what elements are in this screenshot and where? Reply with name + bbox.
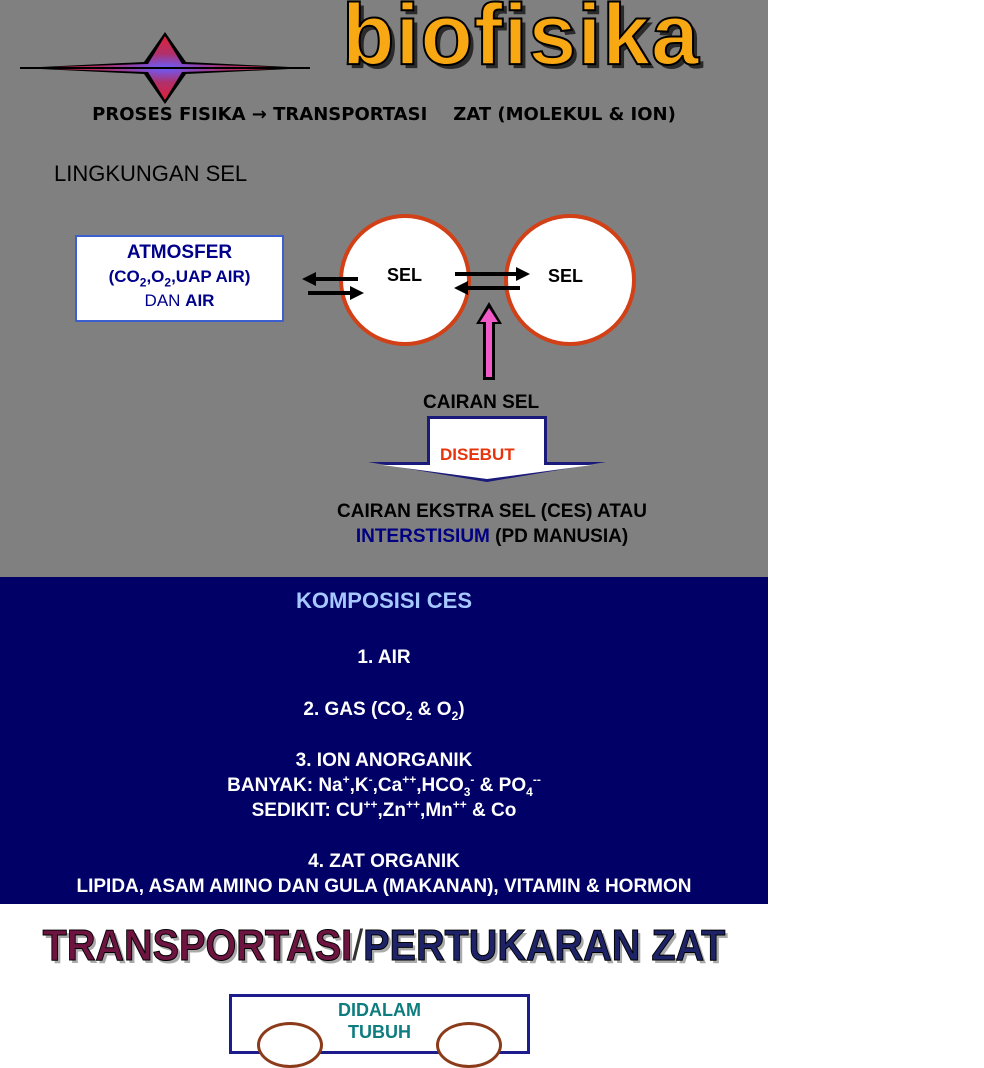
conclusion-line2: INTERSTISIUM (PD MANUSIA) xyxy=(355,526,629,547)
subtitle-part2: ZAT (MOLEKUL & ION) xyxy=(453,104,676,125)
atmosphere-exchange-arrows xyxy=(302,272,364,300)
body-box-line2: TUBUH xyxy=(348,1022,411,1042)
subtitle-part1: PROSES FISIKA → TRANSPORTASI xyxy=(92,104,428,125)
transport-title-part1: TRANSPORTASI xyxy=(42,921,353,970)
composition-heading: KOMPOSISI CES xyxy=(295,588,473,613)
conclusion-line1: CAIRAN EKSTRA SEL (CES) ATAU xyxy=(337,501,647,522)
upward-pink-arrow xyxy=(476,302,502,380)
arrow-label: DISEBUT xyxy=(440,445,515,464)
item-ion-sedikit: SEDIKIT: CU++,Zn++,Mn++ & Co xyxy=(251,797,517,821)
exchange-arrows xyxy=(0,0,768,577)
main-title: biofisika xyxy=(342,0,700,83)
item-gas: 2. GAS ($CO_2$ & $O_2$) xyxy=(303,699,465,723)
slide-komposisi-ces xyxy=(0,577,768,904)
body-box-line1: DIDALAM xyxy=(338,1000,421,1020)
item-zat-organik-detail: LIPIDA, ASAM AMINO DAN GULA (MAKANAN), VITAMIN & HORMON xyxy=(76,876,692,897)
cell-left-label: SEL xyxy=(387,265,423,285)
cell-exchange-arrows xyxy=(454,267,530,295)
item-ion-banyak: BANYAK: $Na^+,K^-,Ca^{++},HCO_3^-$ & $PO_4^{--}$ xyxy=(227,772,541,799)
section-label: LINGKUNGAN SEL xyxy=(54,161,248,186)
item-ion-anorganik: 3. ION ANORGANIK xyxy=(295,750,473,771)
fluid-label: CAIRAN SEL xyxy=(423,392,540,413)
transport-title xyxy=(38,921,729,970)
item-air: 1. AIR xyxy=(357,647,411,668)
title-separator: / xyxy=(352,921,364,970)
atmosphere-title: ATMOSFER xyxy=(126,242,233,263)
cell-peek-left xyxy=(257,1022,323,1068)
transport-title-part2: PERTUKARAN ZAT xyxy=(363,921,726,970)
atmosphere-gases: ($CO_2,O_2,UAP$ AIR) xyxy=(108,267,251,290)
item-zat-organik: 4. ZAT ORGANIK xyxy=(308,851,460,872)
atmosphere-water: DAN AIR xyxy=(144,291,215,310)
interstisium-term: INTERSTISIUM xyxy=(355,526,490,547)
slide-lingkungan-sel xyxy=(0,0,768,577)
slide-transportasi xyxy=(0,904,768,1042)
cell-peek-right xyxy=(436,1022,502,1068)
cell-right-label: SEL xyxy=(548,266,584,286)
